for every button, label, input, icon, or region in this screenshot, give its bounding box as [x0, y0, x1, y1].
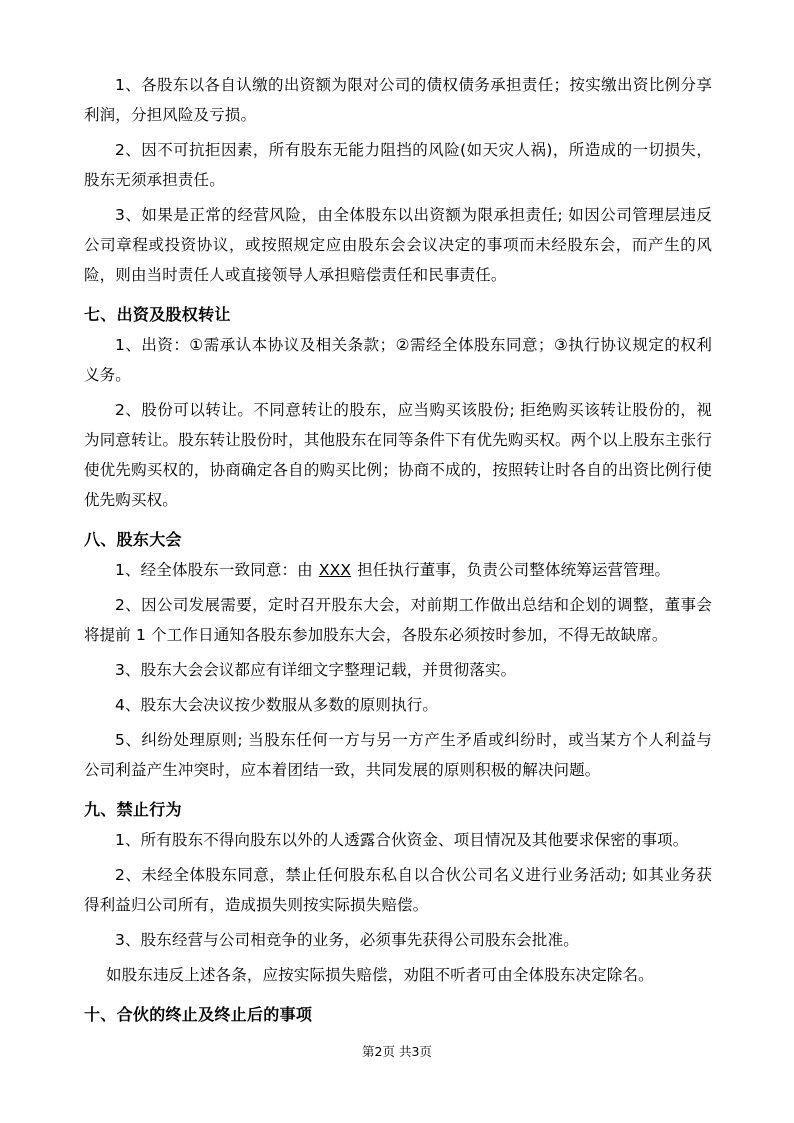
page-number-footer: 第2页 共3页 [362, 1044, 432, 1059]
paragraph-liability-2: 2、因不可抗拒因素，所有股东无能力阻挡的风险(如天灾人祸)，所造成的一切损失，股东无须承担责任。 [84, 141, 712, 189]
paragraph-prohibit-note: 如股东违反上述各条，应按实际损失赔偿，劝阻不听者可由全体股东决定除名。 [106, 966, 654, 984]
paragraph-prohibit-1: 1、所有股东不得向股东以外的人透露合伙资金、项目情况及其他要求保密的事项。 [115, 831, 689, 849]
paragraph-prohibit-2: 2、未经全体股东同意，禁止任何股东私自以合伙公司名义进行业务活动; 如其业务获得利益归公司所有，造成损失则按实际损失赔偿。 [84, 866, 712, 914]
section-heading-8: 八、股东大会 [84, 530, 182, 549]
paragraph-liability-1: 1、各股东以各自认缴的出资额为限对公司的债权债务承担责任；按实缴出资比例分享利润，分担风险及亏损。 [84, 76, 712, 124]
section-heading-10: 十、合伙的终止及终止后的事项 [84, 1005, 313, 1024]
section-heading-9: 九、禁止行为 [84, 800, 182, 819]
paragraph-capital-2: 2、股份可以转让。不同意转让的股东，应当购买该股份; 拒绝购买该转让股份的，视为同意转让。股东转让股份时，其他股东在同等条件下有优先购买权。两个以上股东主张行使优先购买权的，协商确定各自的购买比例；协商不成的，按照转让时各自的出资比例行使优先购买权。 [84, 401, 712, 509]
paragraph-meeting-2: 2、因公司发展需要，定时召开股东大会，对前期工作做出总结和企划的调整，董事会将提前 1 个工作日通知各股东参加股东大会，各股东必须按时参加，不得无故缺席。 [84, 596, 712, 644]
paragraph-meeting-5: 5、纠纷处理原则; 当股东任何一方与另一方产生矛盾或纠纷时，或当某方个人利益与公司利益产生冲突时，应本着团结一致，共同发展的原则积极的解决问题。 [84, 731, 712, 779]
meeting-1-prefix: 1、经全体股东一致同意：由 [115, 561, 313, 579]
meeting-1-suffix: 担任执行董事，负责公司整体统筹运营管理。 [357, 561, 671, 579]
paragraph-meeting-1 [84, 555, 712, 585]
director-name-blank: XXX [318, 561, 352, 579]
paragraph-capital-1: 1、出资：①需承认本协议及相关条款；②需经全体股东同意；③执行协议规定的权利义务。 [84, 336, 712, 384]
document-body [84, 70, 712, 1030]
paragraph-meeting-4: 4、股东大会决议按少数服从多数的原则执行。 [115, 696, 439, 714]
paragraph-meeting-3: 3、股东大会会议都应有详细文字整理记载，并贯彻落实。 [115, 661, 517, 679]
paragraph-liability-3: 3、如果是正常的经营风险，由全体股东以出资额为限承担责任; 如因公司管理层违反公司章程或投资协议，或按照规定应由股东会会议决定的事项而未经股东会，而产生的风险，则由当时责任人或直接领导人承担赔偿责任和民事责任。 [84, 206, 712, 284]
section-heading-7: 七、出资及股权转让 [84, 305, 231, 324]
paragraph-prohibit-3: 3、股东经营与公司相竞争的业务，必须事先获得公司股东会批准。 [115, 931, 579, 949]
